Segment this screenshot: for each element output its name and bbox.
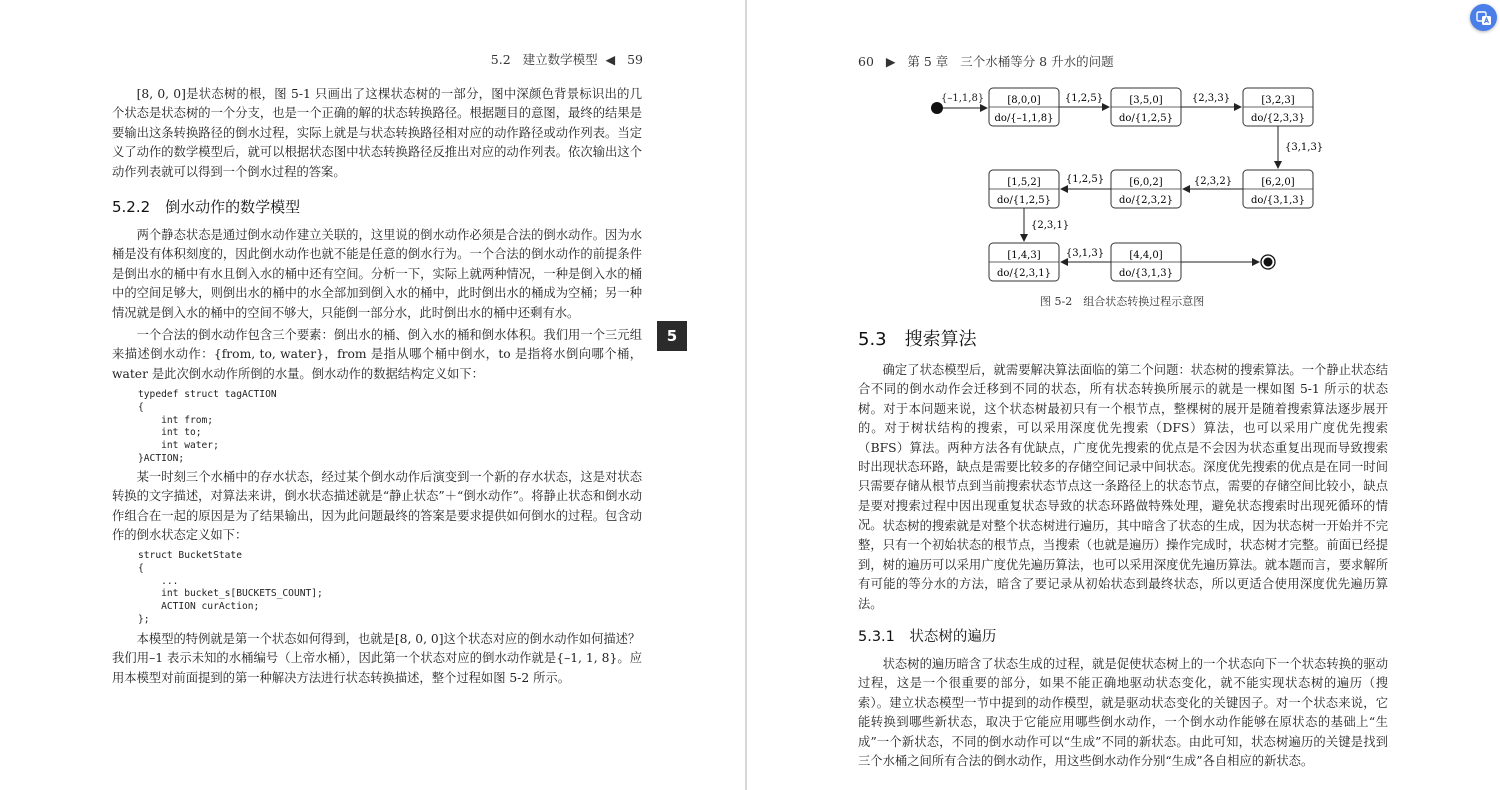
body-paragraph-1 xyxy=(112,226,642,323)
body-paragraph-1 xyxy=(858,361,1388,536)
intro-paragraph xyxy=(112,85,642,182)
state-box xyxy=(989,170,1059,208)
state-action: do/{2,3,1} xyxy=(997,268,1051,279)
state-value: [4,4,0] xyxy=(1129,250,1163,261)
left-page xyxy=(0,0,745,790)
figure-caption: 图 5-2 组合状态转换过程示意图 xyxy=(1040,295,1205,308)
state-action: do/{–1,1,8} xyxy=(994,113,1054,124)
start-label: {–1,1,8} xyxy=(941,93,985,104)
header-chapter-title: 三个水桶等分 8 升水的问题 xyxy=(960,54,1114,69)
paragraph-text: 我们用–1 表示未知的水桶编号（上帝水桶），因此第一个状态对应的倒水动作就是{–1, 1, 8}。应用本模型对前面提到的第一种解决方法进行状态转换描述，整个过程如图 5-2 所示。 xyxy=(112,651,642,685)
state-box xyxy=(1243,170,1313,208)
chapter-tab: 5 xyxy=(657,321,687,351)
page-number: 60 xyxy=(858,54,874,69)
state-value: [3,2,3] xyxy=(1261,95,1295,106)
body-paragraph-2 xyxy=(112,326,642,384)
state-value: [6,0,2] xyxy=(1129,177,1163,188)
state-value: [6,2,0] xyxy=(1261,177,1295,188)
header-section-number: 5.2 xyxy=(490,52,511,67)
body-paragraph-2 xyxy=(858,517,1388,614)
page-number: 59 xyxy=(627,52,643,67)
body-paragraph-3 xyxy=(112,468,642,546)
code-block-bucket-state: struct BucketState { ... int bucket_s[BUCKETS_COUNT]; ACTION curAction; }; xyxy=(138,550,323,625)
transition-label: {2,3,2} xyxy=(1193,176,1233,187)
end-node xyxy=(1261,255,1275,269)
translate-button[interactable] xyxy=(1470,4,1497,31)
state-box xyxy=(1111,243,1181,281)
translate-icon xyxy=(1476,10,1492,26)
body-paragraph-3 xyxy=(858,655,1388,771)
section-heading: 5.2.2 倒水动作的数学模型 xyxy=(112,198,301,216)
state-box xyxy=(989,243,1059,281)
transition-label: {1,2,5} xyxy=(1064,93,1104,104)
body-paragraph-4 xyxy=(112,630,642,688)
state-value: [3,5,0] xyxy=(1129,95,1163,106)
transition-label: {2,3,1} xyxy=(1031,220,1070,231)
header-arrow-icon: ◀ xyxy=(605,52,616,67)
paragraph-text: 状态树的搜索就是对整个状态树进行遍历，其中暗含了状态的生成，因为状态树一开始并不完整，只有一个初始状态的根节点，当搜索（也就是遍历）操作完成时，状态树才完整。前面已经提到，树的遍历可以采用广度优先遍历算法，也可以采用深度优先遍历算法。就本题而言，要求解所有可能的等分水的方法，暗含了要记录从初始状态到最终状态，所以更适合使用深度优先遍历算法。 xyxy=(858,519,1388,611)
state-action: do/{3,1,3} xyxy=(1119,268,1173,279)
state-value: [1,5,2] xyxy=(1007,177,1041,188)
state-value: [1,4,3] xyxy=(1007,250,1041,261)
state-box xyxy=(989,88,1059,126)
paragraph-text: 确定了状态模型后，就需要解决算法面临的第二个问题：状态树的搜索算法。一个静止状态结合不同的倒水动作会迁移到不同的状态，所有状态转换所展示的就是一棵如图 5-1 所示的状态树。对于本问题来说，这个状态树最初只有一个根节点，整棵树的展开是随着搜索算法逐步展开的。对于树状结构的搜索，可以采用深度优先搜索（DFS）算法，也可以采用广度优先搜索（BFS）算法。两种方法各有优缺点，广度优先搜索的优点是不会因为状态重复出现而导致搜索时出现状态环路，缺点是需要比较多的存储空间记录中间状态。深度优先搜索的优点是在同一时间只需要存储从根节点到当前搜索状态节点这一条路径上的状态节点，需要的存储空间比较小，缺点是要对搜索过程中因出现重复状态导致的状态环路做特殊处理，避免状态搜索时出现死循环的情况。 xyxy=(858,363,1388,533)
state-box xyxy=(1243,88,1313,126)
transition-label: {3,1,3} xyxy=(1065,248,1105,259)
left-page-header xyxy=(491,50,643,68)
code-block-action: typedef struct tagACTION { int from; int to; int water; }ACTION; xyxy=(138,389,277,464)
paragraph-text: 一个合法的倒水动作包含三个要素：倒出水的桶、倒入水的桶和倒水体积。我们用一个三元组来描述倒水动作：{from, to, water}，from 是指从哪个桶中倒水，to 是指将水倒向哪个桶，water 是此次倒水动作所倒的水量。倒水动作的数据结构定义如下： xyxy=(112,328,642,381)
subsection-heading: 5.3.1 状态树的遍历 xyxy=(858,629,997,645)
state-action: do/{3,1,3} xyxy=(1251,195,1305,206)
state-transition-diagram xyxy=(747,0,1500,320)
header-arrow-icon: ▶ xyxy=(885,54,896,69)
paragraph-text: [8, 0, 0]是状态树的根，图 5-1 只画出了这棵状态树的一部分，图中深颜色背景标识出的几个状态是状态树的一个分支，也是一个正确的解的状态转换路径。根据题目的意图，最终的结果是要输出这条转换路径的倒水过程，实际上就是与状态转换路径相对应的动作路径或动作列表。当定义了动作的数学模型后，就可以根据状态图中状态转换路径反推出对应的动作列表。依次输出这个动作列表就可以得到一个倒水过程的答案。 xyxy=(112,87,642,179)
header-chapter: 第 5 章 xyxy=(907,54,949,69)
section-heading: 5.3 搜索算法 xyxy=(858,329,977,350)
paragraph-text: 两个静态状态是通过倒水动作建立关联的，这里说的倒水动作必须是合法的倒水动作。因为水桶是没有体积刻度的，因此倒水动作也就不能是任意的倒水行为。一个合法的倒水动作的前提条件是倒出水的桶中有水且倒入水的桶中还有空间。分析一下，实际上就两种情况，一种是倒入水的桶中的空间足够大，则倒出水的桶中的水全部加到倒入水的桶中，此时倒出水的桶成为空桶；另一种情况就是倒入水的桶中的空间不够大，只能倒一部分水，此时倒出水的桶中还剩有水。 xyxy=(112,228,642,320)
state-box xyxy=(1111,170,1181,208)
right-page xyxy=(747,0,1500,790)
state-action: do/{2,3,2} xyxy=(1119,195,1173,206)
paragraph-text: 某一时刻三个水桶中的存水状态，经过某个倒水动作后演变到一个新的存水状态，这是对状态转换的文字描述，对算法来讲，倒水状态描述就是“静止状态”＋“倒水动作”。将静止状态和倒水动作组合在一起的原因是为了结果输出，因为此问题最终的答案是要求提供如何倒水的过程。包含动作的倒水状态定义如下： xyxy=(112,470,642,543)
transition-label: {3,1,3} xyxy=(1285,142,1324,153)
state-action: do/{1,2,5} xyxy=(1119,113,1173,124)
state-action: do/{2,3,3} xyxy=(1251,113,1305,124)
transition-label: {2,3,3} xyxy=(1191,93,1231,104)
header-section-title: 建立数学模型 xyxy=(522,52,598,67)
paragraph-text: 本模型的特例就是第一个状态如何得到，也就是[8, 0, 0]这个状态对应的倒水动作如何描述？ xyxy=(136,632,641,646)
state-value: [8,0,0] xyxy=(1007,95,1041,106)
state-action: do/{1,2,5} xyxy=(997,195,1051,206)
paragraph-text: 状态树的遍历暗含了状态生成的过程，就是促使状态树上的一个状态向下一个状态转换的驱动过程，这是一个很重要的部分，如果不能正确地驱动状态变化，就不能实现状态树的遍历（搜索）。建立状态模型一节中提到的动作模型，就是驱动状态变化的关键因子。对一个状态来说，它能转换到哪些新状态，取决于它能应用哪些倒水动作，一个倒水动作能够在原状态的基础上“生成”一个新状态，不同的倒水动作可以“生成”不同的新状态。由此可知，状态树遍历的关键是找到三个水桶之间所有合法的倒水动作，用这些倒水动作分别“生成”各自相应的新状态。 xyxy=(858,657,1388,769)
transition-label: {1,2,5} xyxy=(1065,174,1105,185)
state-box xyxy=(1111,88,1181,126)
